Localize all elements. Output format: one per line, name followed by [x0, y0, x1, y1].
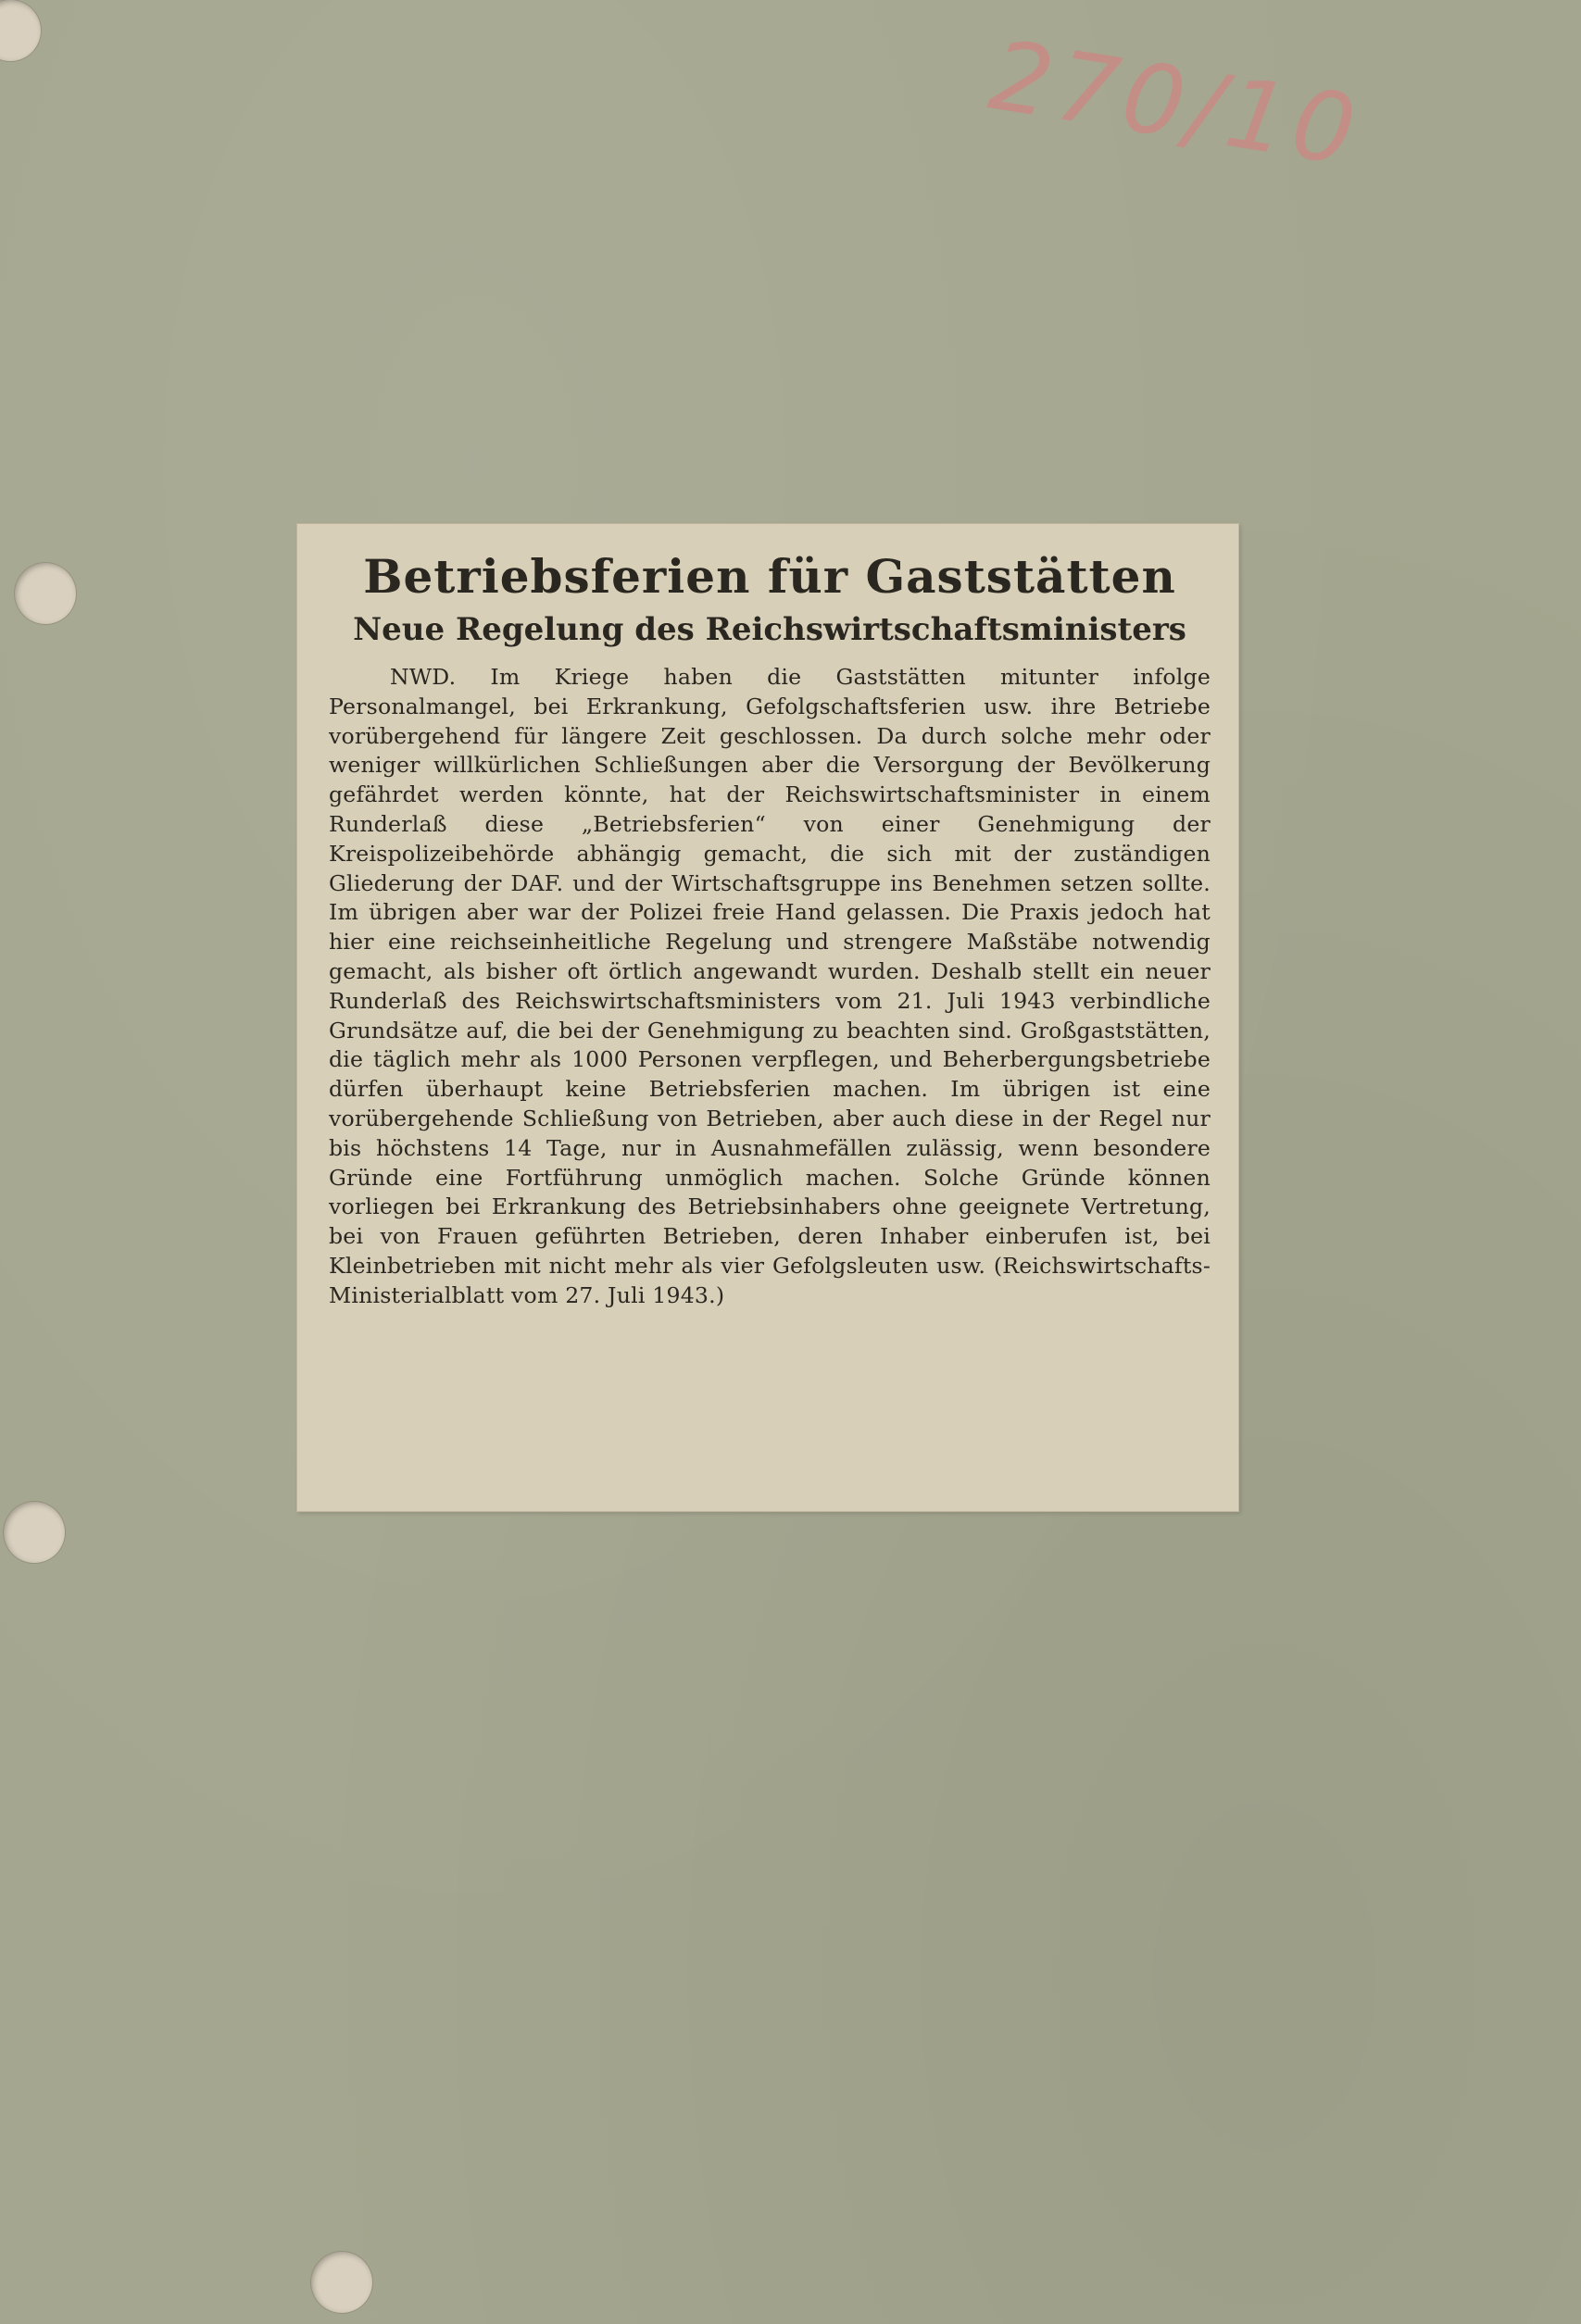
clipping-headline: Betriebsferien für Gaststätten: [363, 549, 1176, 604]
punch-hole: [15, 563, 76, 624]
punch-hole: [4, 1502, 65, 1563]
clipping-body-text: NWD. Im Kriege haben die Gaststätten mitunter infolge Personalmangel, bei Erkrankung, Gefolgschaftsferien usw. ihre Betriebe vorübergehend für längere Zeit geschlossen. Da durch solche mehr oder weniger willkürlichen Schließungen aber die Versorgung der Bevölkerung gefährdet werden könnte, hat der Reichswirtschaftsminister in einem Runderlaß diese „Betriebsferien“ von einer Genehmigung der Kreispolizeibehörde abhängig gemacht, die sich mit der zuständigen Gliederung der DAF. und der Wirtschaftsgruppe ins Benehmen setzen sollte. Im übrigen aber war der Polizei freie Hand gelassen. Die Praxis jedoch hat hier eine reichseinheitliche Regelung und strengere Maßstäbe notwendig gemacht, als bisher oft örtlich angewandt wurden. Deshalb stellt ein neuer Runderlaß des Reichswirtschaftsministers vom 21. Juli 1943 verbindliche Grundsätze auf, die bei der Genehmigung zu beachten sind. Großgaststätten, die täglich mehr als 1000 Personen verpflegen, und Beherbergungsbetriebe dürfen überhaupt keine Betriebsferien machen. Im übrigen ist eine vorübergehende Schließung von Betrieben, aber auch diese in der Regel nur bis höchstens 14 Tage, nur in Ausnahmefällen zulässig, wenn besondere Gründe eine Fortführung unmöglich machen. Solche Gründe können vorliegen bei Erkrankung des Betriebsinhabers ohne geeignete Vertretung, bei von Frauen geführten Betrieben, deren Inhaber einberufen ist, bei Kleinbetrieben mit nicht mehr als vier Gefolgsleuten usw. (Reichswirtschafts-Ministerialblatt vom 27. Juli 1943.): [329, 664, 1211, 1308]
newspaper-clipping: [296, 523, 1239, 1512]
punch-hole: [0, 0, 41, 61]
clipping-subheadline: Neue Regelung des Reichswirtschaftsministers: [353, 611, 1186, 648]
handwritten-archive-number: 270/10: [982, 19, 1368, 189]
punch-hole: [311, 2252, 372, 2313]
